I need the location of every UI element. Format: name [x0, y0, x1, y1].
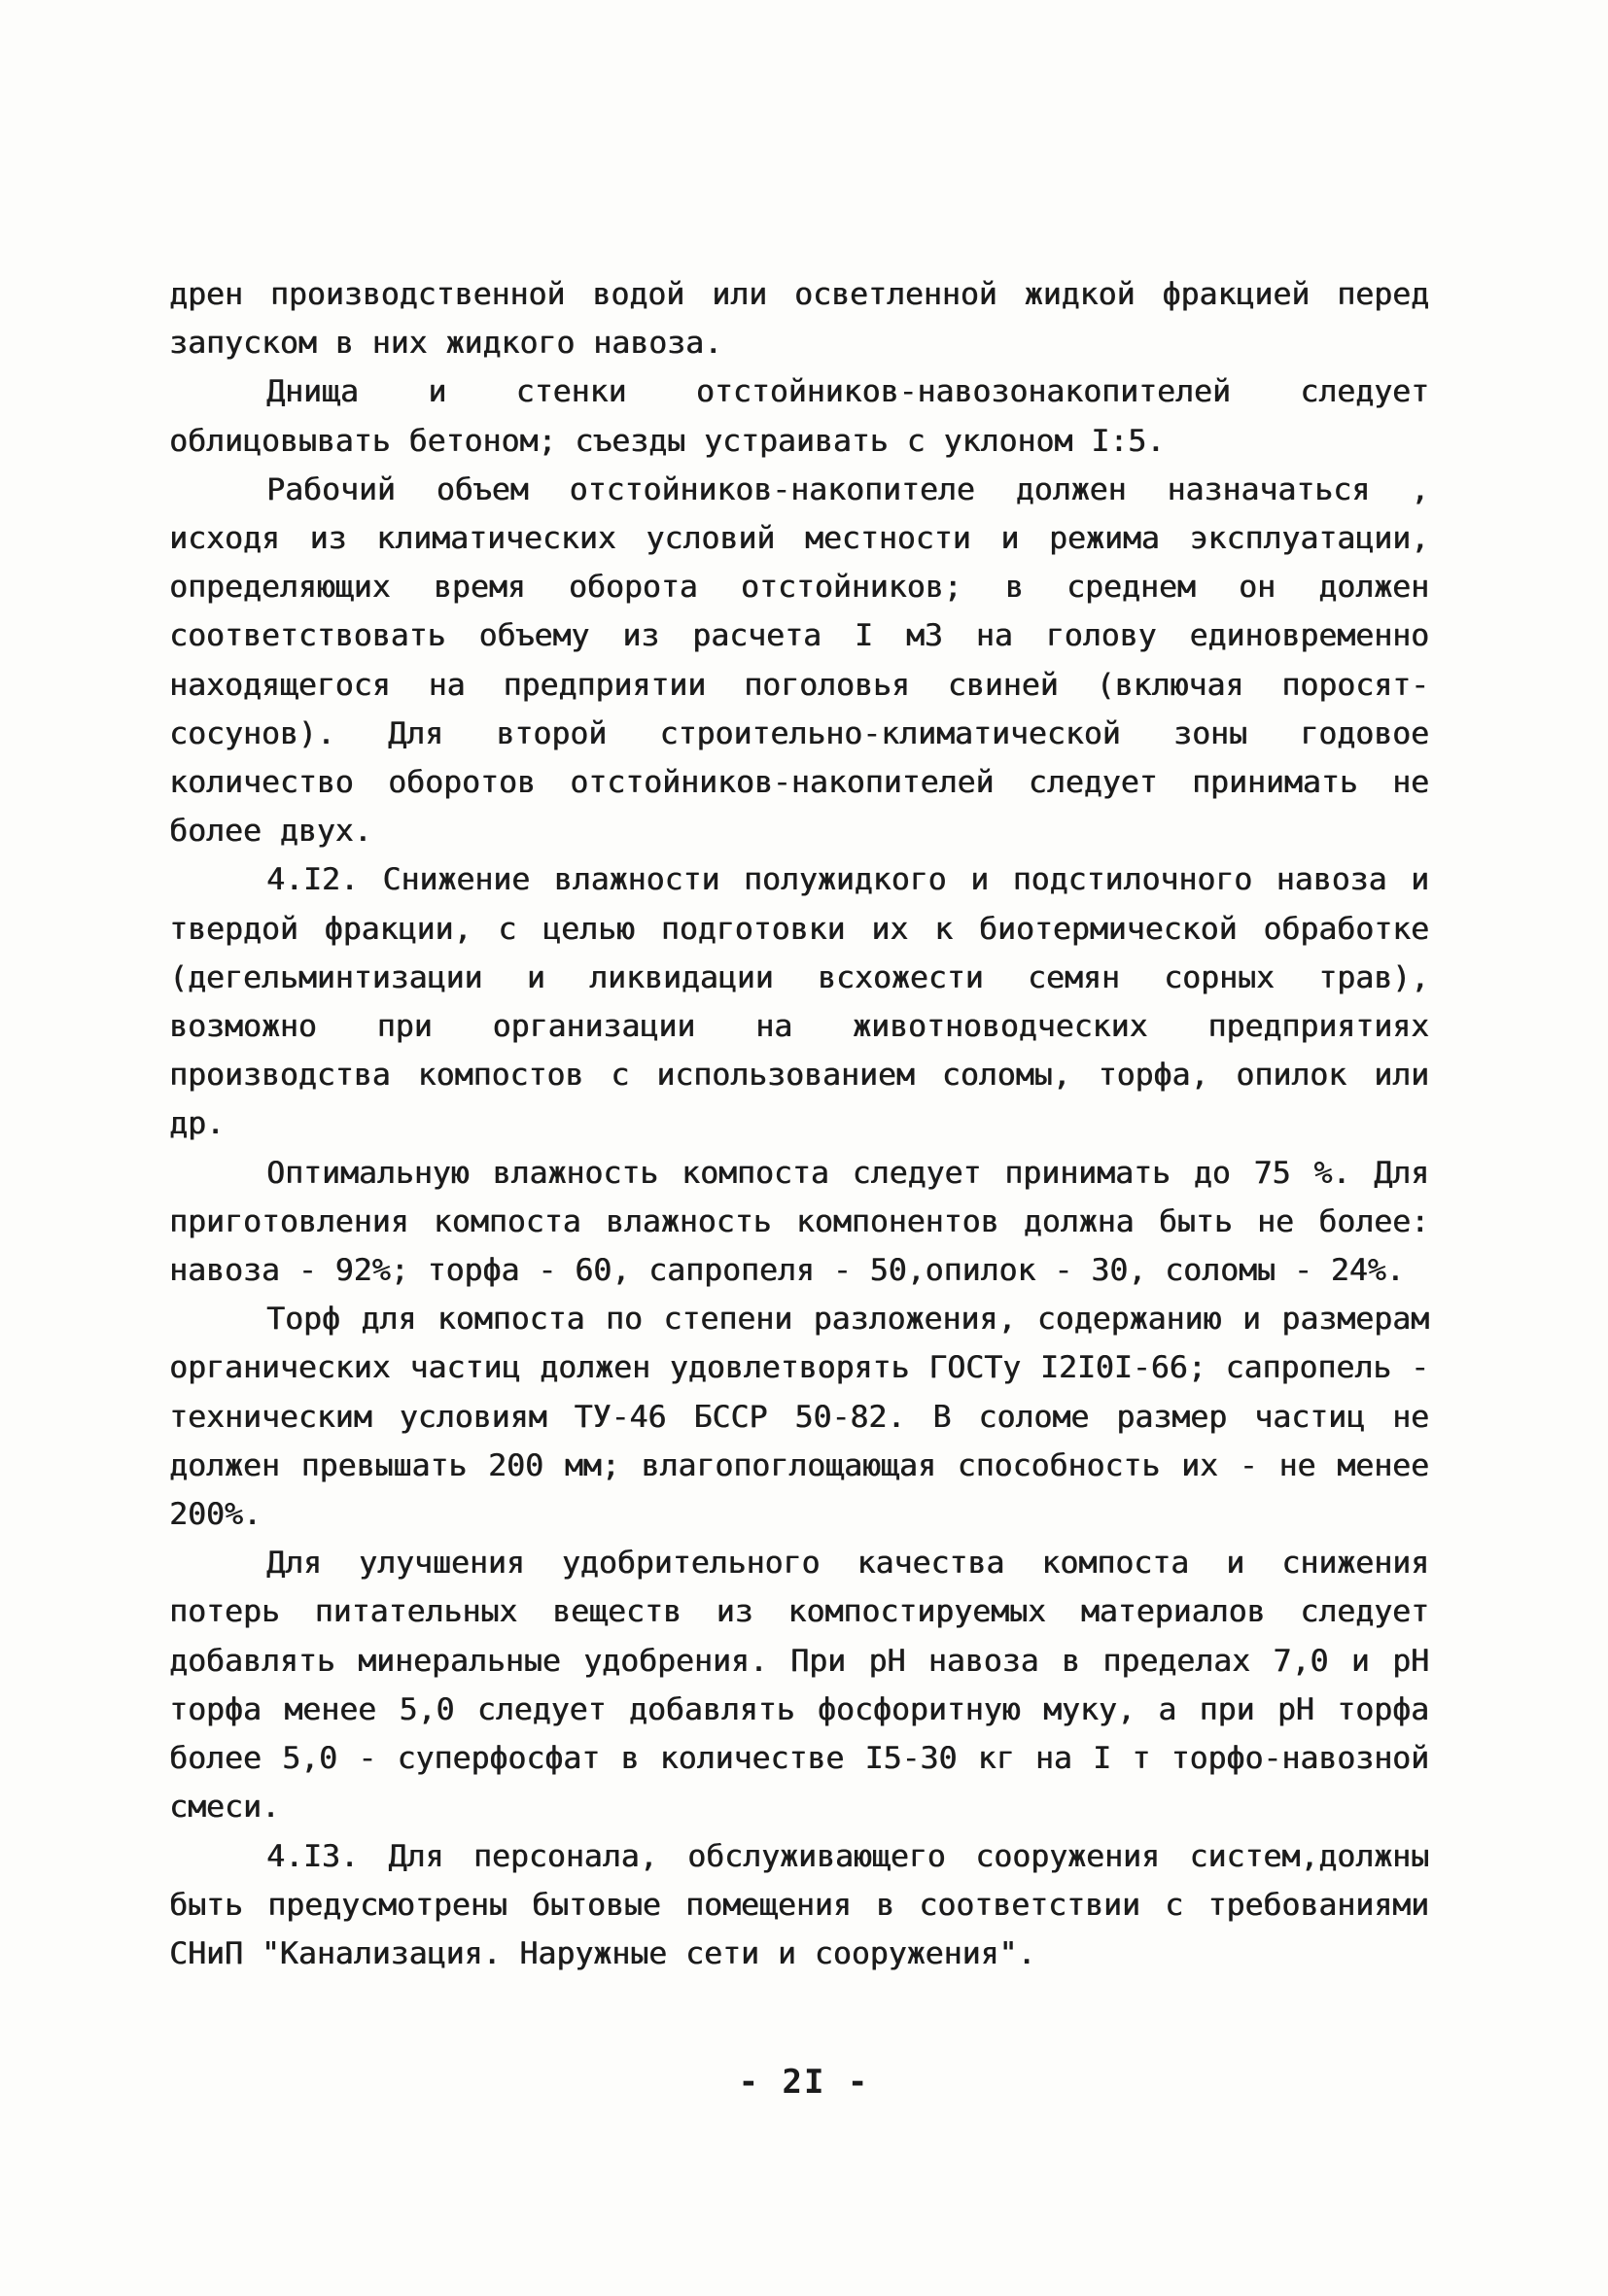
paragraph-concrete-lining: Днища и стенки отстойников-навозонакопителей следует облицовывать бетоном; съезды устраивать с уклоном I:5.: [169, 374, 1429, 459]
page-number: - 2I -: [738, 2063, 870, 2102]
paragraph-compost-moisture: Оптимальную влажность компоста следует принимать до 75 %. Для приготовления компоста влажность компонентов должна быть не более: навоза - 92%; торфа - 60, сапропеля - 50,опилок - 30, соломы - 24%.: [169, 1155, 1429, 1289]
paragraph-section-4-12: 4.I2. Снижение влажности полужидкого и подстилочного навоза и твердой фракции, с целью подготовки их к биотермической обработке (дегельминтизации и ликвидации всхожести семян сорных трав), возможно при организации на животноводческих предприятиях производства компостов с использованием соломы, торфа, опилок или др.: [169, 862, 1429, 1142]
paragraph-drainage-flush: дрен производственной водой или осветленной жидкой фракцией перед запуском в них жидкого навоза.: [169, 277, 1429, 362]
paragraph-working-volume: Рабочий объем отстойников-накопителе должен назначаться , исходя из климатических условий местности и режима эксплуатации, определяющих время оборота отстойников; в среднем он должен соответствовать объему из расчета I м3 на голову единовременно находящегося на предприятии поголовья свиней (включая поросят-сосунов). Для второй строительно-климатической зоны годовое количество оборотов отстойников-накопителей следует принимать не более двух.: [169, 471, 1429, 850]
paragraph-section-4-13: 4.I3. Для персонала, обслуживающего сооружения систем,должны быть предусмотрены бытовые помещения в соответствии с требованиями СНиП "Канализация. Наружные сети и сооружения".: [169, 1838, 1429, 1971]
paragraph-peat-requirements: Торф для компоста по степени разложения, содержанию и размерам органических частиц должен удовлетворять ГОСТу I2I0I-66; сапропель - техническим условиям ТУ-46 БССР 50-82. В соломе размер частиц не должен превышать 200 мм; влагопоглощающая способность их - не менее 200%.: [169, 1302, 1429, 1533]
paragraph-mineral-fertilizers: Для улучшения удобрительного качества компоста и снижения потерь питательных веществ из компостируемых материалов следует добавлять минеральные удобрения. При рН навоза в пределах 7,0 и рН торфа менее 5,0 следует добавлять фосфоритную муку, а при рН торфа более 5,0 - суперфосфат в количестве I5-30 кг на I т торфо-навозной смеси.: [169, 1546, 1429, 1826]
document-body: [169, 270, 1429, 1978]
